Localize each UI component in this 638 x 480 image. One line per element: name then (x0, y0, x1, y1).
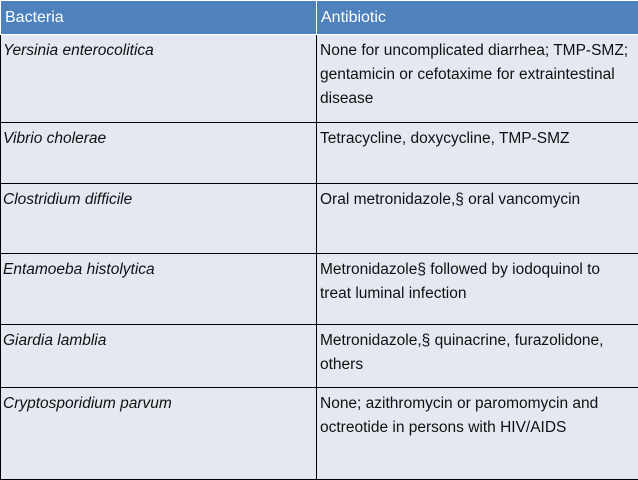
bacteria-cell: Entamoeba histolytica (1, 254, 317, 325)
table-row (1, 35, 638, 123)
header-bacteria: Bacteria (1, 1, 317, 35)
header-antibiotic: Antibiotic (317, 1, 638, 35)
bacteria-cell: Yersinia enterocolitica (1, 35, 317, 123)
antibiotic-cell: Metronidazole§ followed by iodoquinol to treat luminal infection (317, 254, 638, 325)
table-row (1, 123, 638, 184)
table-row (1, 184, 638, 254)
antibiotic-cell: Tetracycline, doxycycline, TMP-SMZ (317, 123, 638, 184)
table-row (1, 388, 638, 480)
bacteria-cell: Vibrio cholerae (1, 123, 317, 184)
header-row (1, 1, 638, 35)
antibiotic-cell: Oral metronidazole,§ oral vancomycin (317, 184, 638, 254)
antibiotic-cell: None for uncomplicated diarrhea; TMP-SMZ; gentamicin or cefotaxime for extraintestinal disease (317, 35, 638, 123)
table-row (1, 254, 638, 325)
bacteria-cell: Clostridium difficile (1, 184, 317, 254)
antibiotic-cell: None; azithromycin or paromomycin and octreotide in persons with HIV/AIDS (317, 388, 638, 480)
bacteria-cell: Cryptosporidium parvum (1, 388, 317, 480)
bacteria-cell: Giardia lamblia (1, 325, 317, 388)
table-row (1, 325, 638, 388)
antibiotic-cell: Metronidazole,§ quinacrine, furazolidone, others (317, 325, 638, 388)
